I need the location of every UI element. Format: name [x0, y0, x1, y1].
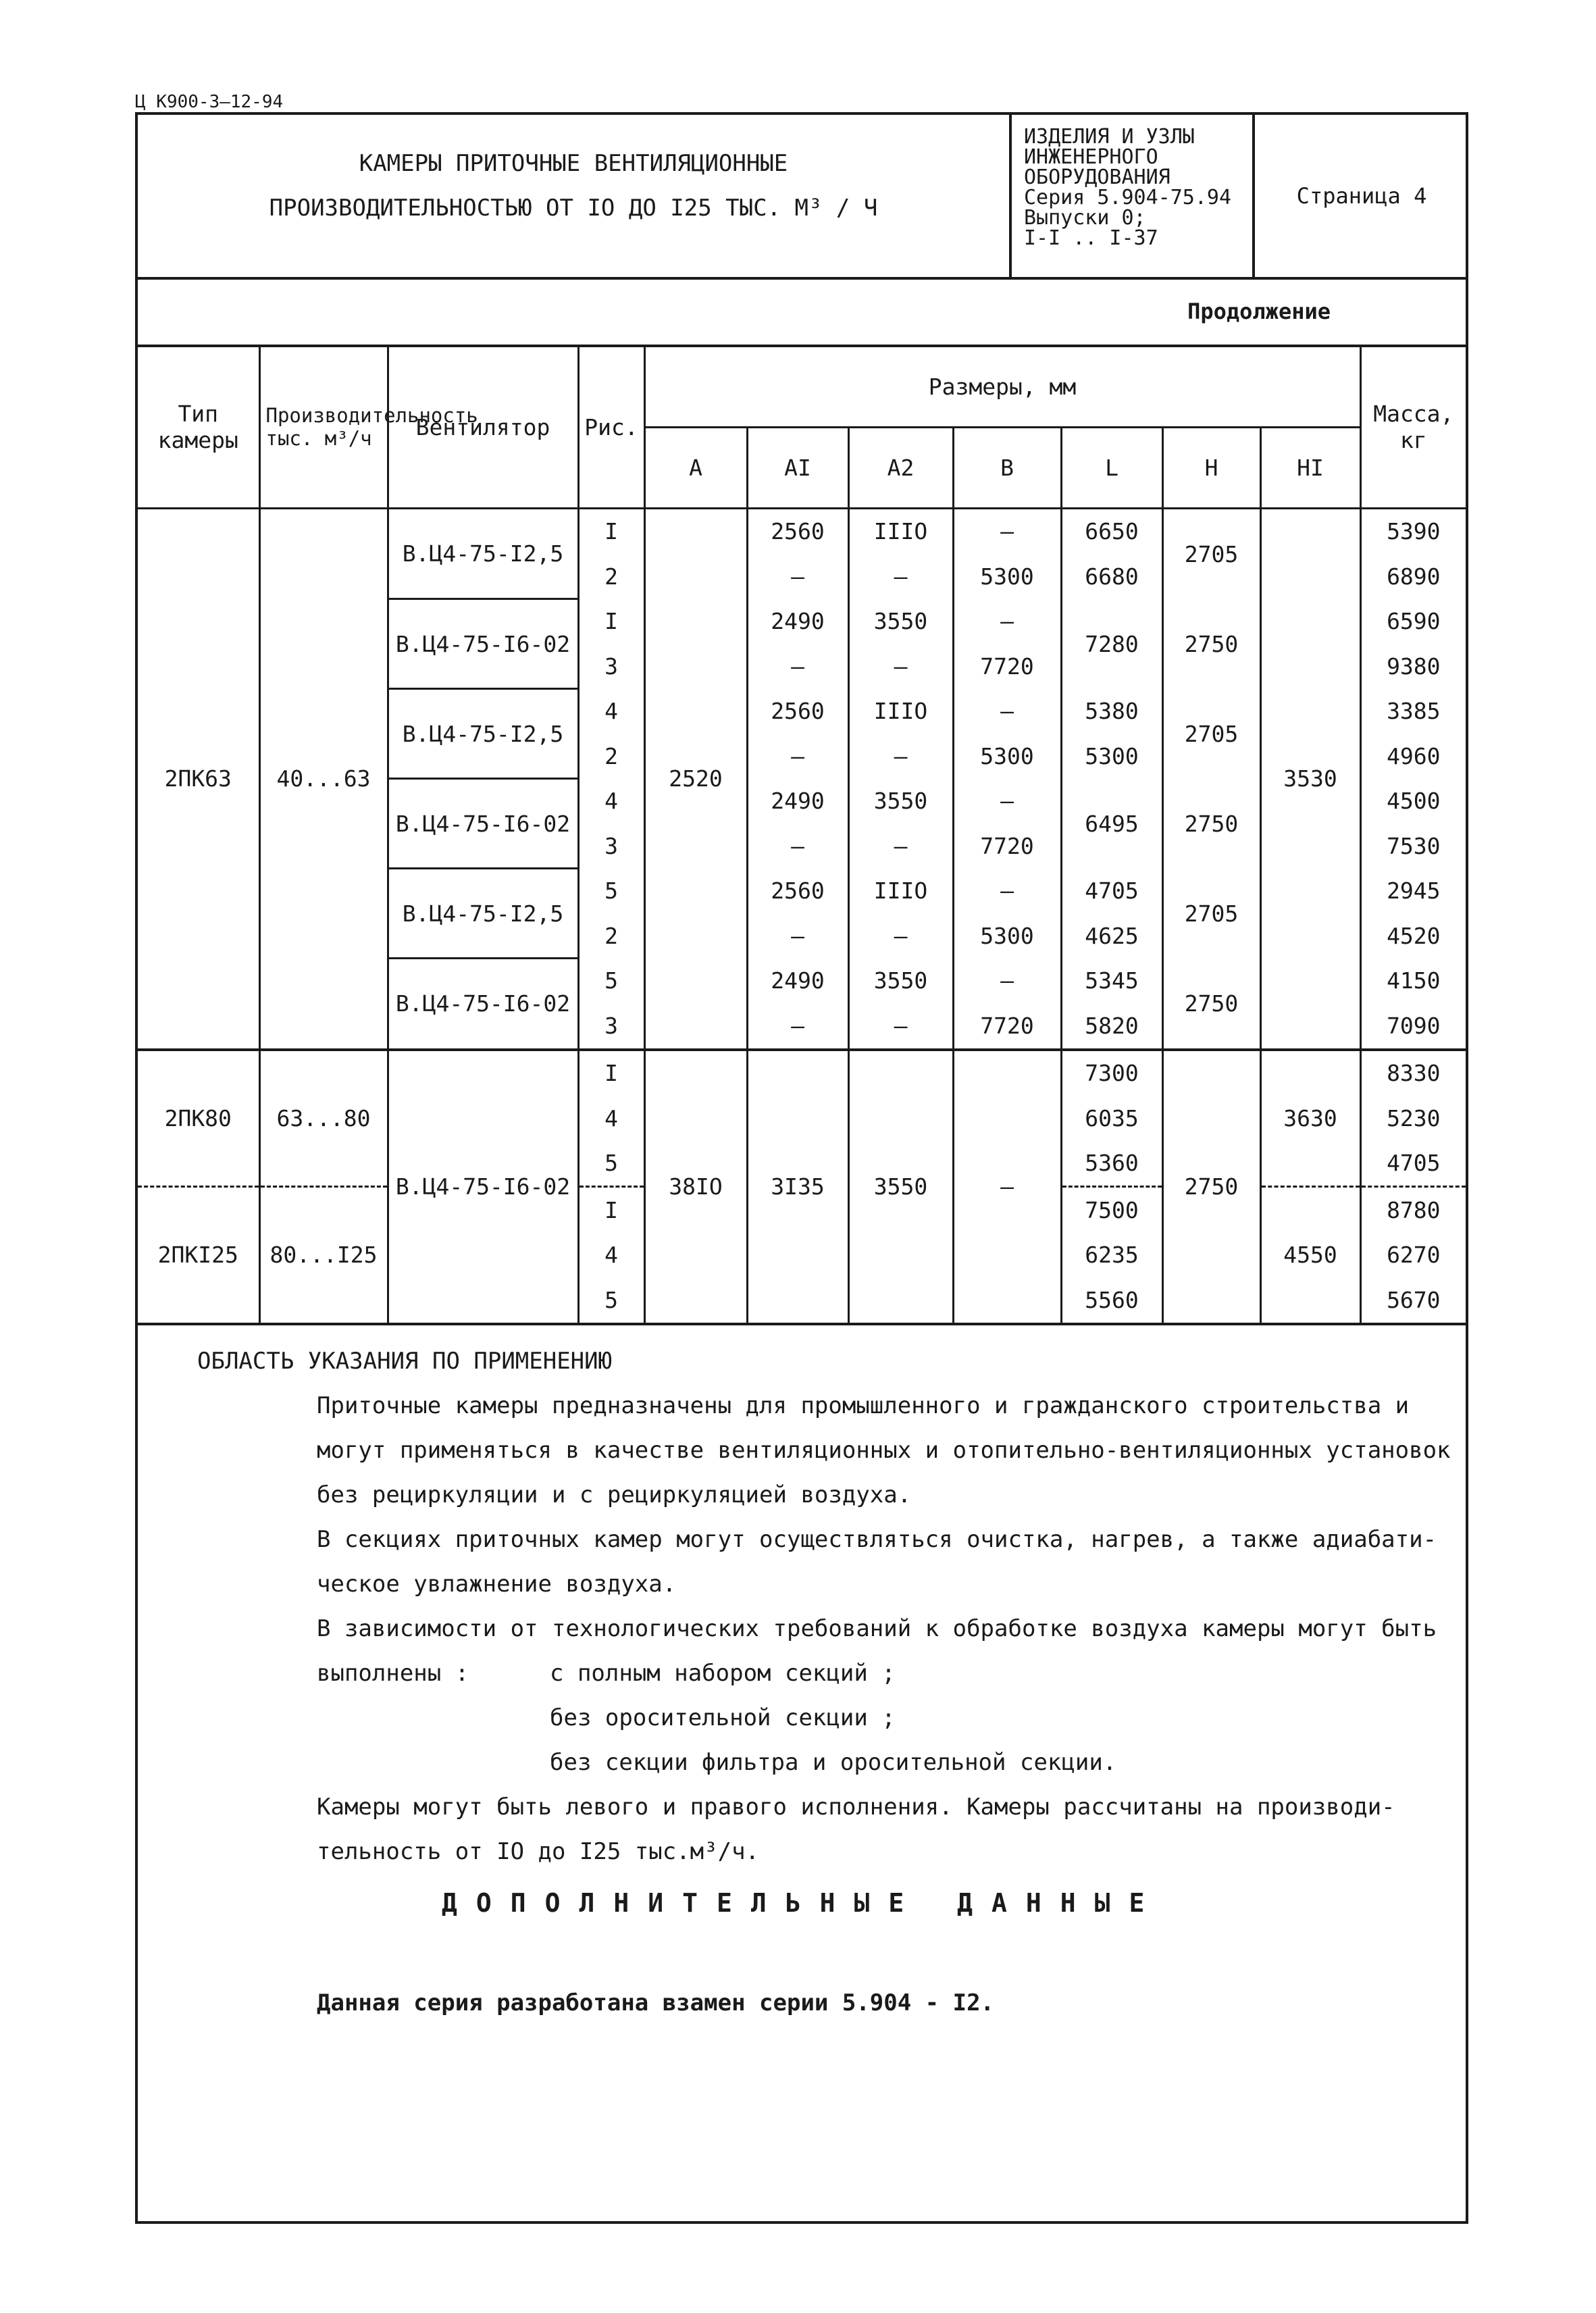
series-line: ОБОРУДОВАНИЯ — [1024, 166, 1170, 189]
note-option: с полным набором секций ; — [550, 1660, 896, 1687]
note-line: В зависимости от технологических требований к обработке воздуха камеры могут быть — [317, 1615, 1437, 1642]
mass-cell: 6590 — [1360, 599, 1466, 644]
a2-cell: 3550 — [848, 1050, 953, 1324]
h-cell: 2705 — [1162, 869, 1260, 959]
h-cell: 2750 — [1162, 779, 1260, 869]
a2-cell: 3550 — [848, 779, 953, 824]
l-cell: 7500 — [1061, 1187, 1162, 1233]
mass-cell: 4500 — [1360, 779, 1466, 824]
capacity-cell: 63...80 — [259, 1050, 388, 1187]
fan-cell: В.Ц4-75-I6-02 — [388, 779, 578, 869]
l-cell: 4625 — [1061, 913, 1162, 959]
a1-cell: – — [747, 554, 848, 599]
a1-cell: 2560 — [747, 869, 848, 914]
additional-data-heading: ДОПОЛНИТЕЛЬНЫЕ ДАННЫЕ — [442, 1888, 1164, 1918]
b-cell: – — [953, 599, 1061, 644]
h-cell: 2750 — [1162, 1050, 1260, 1324]
col-mass: Масса, кг — [1360, 346, 1466, 508]
mass-cell: 4705 — [1360, 1141, 1466, 1187]
l-cell: 6495 — [1061, 779, 1162, 869]
l-cell: 6680 — [1061, 554, 1162, 599]
table-row — [138, 1050, 1466, 1096]
l-cell: 5380 — [1061, 689, 1162, 734]
note-line: выполнены : — [317, 1660, 469, 1687]
a2-cell: 3550 — [848, 959, 953, 1004]
l-cell: 5300 — [1061, 734, 1162, 779]
col-dimensions: Размеры, мм — [644, 346, 1360, 427]
note-option: без оросительной секции ; — [550, 1704, 896, 1731]
series-line: Выпуски 0; — [1024, 206, 1146, 230]
h1-cell: 3630 — [1260, 1050, 1360, 1187]
mass-cell: 6270 — [1360, 1233, 1466, 1278]
a2-cell: – — [848, 554, 953, 599]
a1-cell: – — [747, 913, 848, 959]
b-cell: – — [953, 508, 1061, 554]
l-cell: 6235 — [1061, 1233, 1162, 1278]
mass-cell: 7090 — [1360, 1003, 1466, 1050]
fig-cell: 5 — [578, 869, 644, 914]
note-line: Приточные камеры предназначены для промышленного и гражданского строительства и — [317, 1392, 1410, 1419]
b-cell: – — [953, 689, 1061, 734]
a2-cell: – — [848, 913, 953, 959]
l-cell: 4705 — [1061, 869, 1162, 914]
col-l: L — [1061, 427, 1162, 508]
b-cell: – — [953, 1050, 1061, 1324]
page-frame — [135, 112, 1468, 2224]
fig-cell: 3 — [578, 644, 644, 689]
mass-cell: 4960 — [1360, 734, 1466, 779]
a1-cell: – — [747, 823, 848, 869]
b-cell: 5300 — [953, 913, 1061, 959]
fig-cell: 4 — [578, 779, 644, 824]
col-type: Тип камеры — [138, 346, 259, 508]
fig-cell: 5 — [578, 1141, 644, 1187]
a2-cell: IIIO — [848, 869, 953, 914]
note-line: ческое увлажнение воздуха. — [317, 1571, 677, 1598]
fig-cell: I — [578, 1187, 644, 1233]
a1-cell: – — [747, 644, 848, 689]
l-cell: 5560 — [1061, 1277, 1162, 1324]
mass-cell: 9380 — [1360, 644, 1466, 689]
h-cell: 2705 — [1162, 508, 1260, 599]
a1-cell: 2560 — [747, 689, 848, 734]
fig-cell: 3 — [578, 1003, 644, 1050]
fig-cell: 2 — [578, 734, 644, 779]
col-fig: Рис. — [578, 346, 644, 508]
fig-cell: 4 — [578, 689, 644, 734]
fig-cell: 3 — [578, 823, 644, 869]
mass-cell: 7530 — [1360, 823, 1466, 869]
fig-cell: I — [578, 1050, 644, 1096]
col-capacity: Производительность тыс. м³/ч — [259, 346, 388, 508]
mass-cell: 4150 — [1360, 959, 1466, 1004]
a1-cell: 3I35 — [747, 1050, 848, 1324]
b-cell: 7720 — [953, 823, 1061, 869]
mass-cell: 5390 — [1360, 508, 1466, 554]
fan-cell: В.Ц4-75-I6-02 — [388, 959, 578, 1050]
fig-cell: 4 — [578, 1096, 644, 1141]
a1-cell: 2490 — [747, 779, 848, 824]
continuation-label: Продолжение — [1187, 299, 1331, 324]
series-line: ИЗДЕЛИЯ И УЗЛЫ — [1024, 125, 1195, 149]
series-line: ИНЖЕНЕРНОГО — [1024, 145, 1158, 169]
h1-cell: 3530 — [1260, 508, 1360, 1050]
title-line-1: КАМЕРЫ ПРИТОЧНЫЕ ВЕНТИЛЯЦИОННЫЕ — [359, 150, 788, 177]
a2-cell: – — [848, 644, 953, 689]
mass-cell: 8780 — [1360, 1187, 1466, 1233]
series-line: I-I .. I-37 — [1024, 226, 1158, 250]
series-line: Серия 5.904-75.94 — [1024, 186, 1232, 209]
fan-cell: В.Ц4-75-I2,5 — [388, 508, 578, 599]
b-cell: 5300 — [953, 734, 1061, 779]
b-cell: 5300 — [953, 554, 1061, 599]
a1-cell: – — [747, 1003, 848, 1050]
h-cell: 2750 — [1162, 959, 1260, 1050]
h1-cell: 4550 — [1260, 1187, 1360, 1324]
b-cell: – — [953, 959, 1061, 1004]
a2-cell: 3550 — [848, 599, 953, 644]
a2-cell: – — [848, 1003, 953, 1050]
col-h1: HI — [1260, 427, 1360, 508]
table-row — [138, 508, 1466, 554]
l-cell: 5820 — [1061, 1003, 1162, 1050]
a1-cell: 2490 — [747, 599, 848, 644]
col-a1: AI — [747, 427, 848, 508]
mass-cell: 3385 — [1360, 689, 1466, 734]
a1-cell: 2490 — [747, 959, 848, 1004]
fan-cell: В.Ц4-75-I6-02 — [388, 1050, 578, 1324]
fig-cell: 5 — [578, 959, 644, 1004]
series-info — [1012, 115, 1255, 277]
a2-cell: – — [848, 823, 953, 869]
h-cell: 2705 — [1162, 689, 1260, 779]
camera-table — [138, 345, 1466, 1325]
additional-data-text: Данная серия разработана взамен серии 5.904 - I2. — [317, 1989, 995, 2016]
h-cell: 2750 — [1162, 599, 1260, 689]
type-cell: 2ПКI25 — [138, 1187, 259, 1324]
l-cell: 5360 — [1061, 1141, 1162, 1187]
notes-heading: ОБЛАСТЬ УКАЗАНИЯ ПО ПРИМЕНЕНИЮ — [197, 1348, 613, 1375]
fan-cell: В.Ц4-75-I6-02 — [388, 599, 578, 689]
b-cell: – — [953, 869, 1061, 914]
note-option: без секции фильтра и оросительной секции. — [550, 1749, 1117, 1776]
l-cell: 6650 — [1061, 508, 1162, 554]
b-cell: 7720 — [953, 1003, 1061, 1050]
capacity-cell: 40...63 — [259, 508, 388, 1050]
fig-cell: 2 — [578, 913, 644, 959]
col-h: H — [1162, 427, 1260, 508]
title-line-2: ПРОИЗВОДИТЕЛЬНОСТЬЮ ОТ IO ДО I25 ТЫС. М³ / Ч — [269, 195, 878, 222]
fig-cell: 2 — [578, 554, 644, 599]
mass-cell: 2945 — [1360, 869, 1466, 914]
fan-cell: В.Ц4-75-I2,5 — [388, 689, 578, 779]
mass-cell: 5230 — [1360, 1096, 1466, 1141]
document-code: Ц К900-3—12-94 — [135, 92, 284, 112]
mass-cell: 8330 — [1360, 1050, 1466, 1096]
note-line: В секциях приточных камер могут осуществляться очистка, нагрев, а также адиабати- — [317, 1526, 1437, 1553]
mass-cell: 4520 — [1360, 913, 1466, 959]
type-cell: 2ПК80 — [138, 1050, 259, 1187]
a2-cell: – — [848, 734, 953, 779]
a2-cell: IIIO — [848, 508, 953, 554]
b-cell: – — [953, 779, 1061, 824]
col-b: B — [953, 427, 1061, 508]
a1-cell: 2560 — [747, 508, 848, 554]
page-number: Страница 4 — [1296, 183, 1427, 209]
col-fan: Вентилятор — [388, 346, 578, 508]
note-line: без рециркуляции и с рециркуляцией воздуха. — [317, 1481, 912, 1508]
l-cell: 6035 — [1061, 1096, 1162, 1141]
a-cell: 2520 — [644, 508, 747, 1050]
a-cell: 38IO — [644, 1050, 747, 1324]
l-cell: 5345 — [1061, 959, 1162, 1004]
title-block — [138, 115, 1466, 280]
l-cell: 7300 — [1061, 1050, 1162, 1096]
b-cell: 7720 — [953, 644, 1061, 689]
a1-cell: – — [747, 734, 848, 779]
type-cell: 2ПК63 — [138, 508, 259, 1050]
l-cell: 7280 — [1061, 599, 1162, 689]
note-line: могут применяться в качестве вентиляционных и отопительно-вентиляционных установок — [317, 1437, 1451, 1464]
fig-cell: 5 — [578, 1277, 644, 1324]
a2-cell: IIIO — [848, 689, 953, 734]
note-line: тельность от IO до I25 тыс.м³/ч. — [317, 1838, 760, 1865]
capacity-cell: 80...I25 — [259, 1187, 388, 1324]
fig-cell: 4 — [578, 1233, 644, 1278]
note-line: Камеры могут быть левого и правого исполнения. Камеры рассчитаны на производи- — [317, 1794, 1395, 1821]
col-a2: A2 — [848, 427, 953, 508]
mass-cell: 5670 — [1360, 1277, 1466, 1324]
fig-cell: I — [578, 508, 644, 554]
mass-cell: 6890 — [1360, 554, 1466, 599]
col-a: A — [644, 427, 747, 508]
fan-cell: В.Ц4-75-I2,5 — [388, 869, 578, 959]
document-title — [138, 115, 1012, 277]
fig-cell: I — [578, 599, 644, 644]
